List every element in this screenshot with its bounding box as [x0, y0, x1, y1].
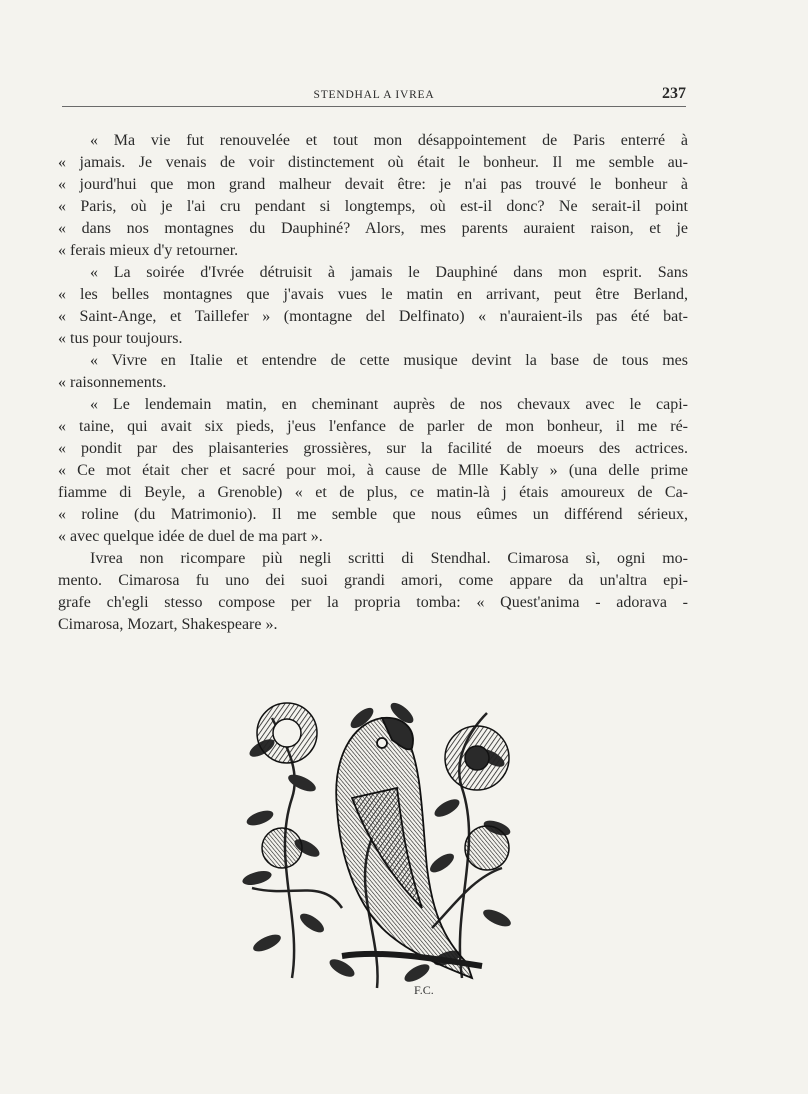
text-line: « jamais. Je venais de voir distinctement où était le bonheur. Il me semble au- [58, 154, 688, 171]
running-head: STENDHAL A IVREA [313, 89, 435, 101]
text-line: « tus pour toujours. [58, 330, 183, 347]
text-line: « pondit par des plaisanteries grossières, sur la facilité de moeurs des actrices. [58, 440, 688, 457]
text-line: « dans nos montagnes du Dauphiné? Alors, mes parents auraient raison, et je [58, 220, 688, 237]
text-line: « raisonnements. [58, 374, 167, 391]
text-line: « roline (du Matrimonio). Il me semble que nous eûmes un différend sérieux, [58, 506, 688, 523]
text-line: « Paris, où je l'ai cru pendant si longtemps, où est-il donc? Ne serait-il point [58, 198, 688, 215]
text-line: grafe ch'egli stesso compose per la propria tomba: « Quest'anima - adorava - [58, 594, 688, 611]
text-line: « avec quelque idée de duel de ma part ». [58, 528, 323, 545]
text-line: « les belles montagnes que j'avais vues le matin en arrivant, peut être Berland, [58, 286, 688, 303]
page-header [62, 86, 686, 107]
parrot-woodcut-icon [232, 688, 522, 998]
text-line: « La soirée d'Ivrée détruisit à jamais le Dauphiné dans mon esprit. Sans [90, 264, 688, 281]
text-line: « ferais mieux d'y retourner. [58, 242, 239, 259]
text-line: « Vivre en Italie et entendre de cette musique devint la base de tous mes [90, 352, 688, 369]
text-line: Cimarosa, Mozart, Shakespeare ». [58, 616, 278, 633]
body-text [58, 130, 688, 636]
text-line: « jourd'hui que mon grand malheur devait être: je n'ai pas trouvé le bonheur à [58, 176, 688, 193]
text-line: « taine, qui avait six pieds, j'eus l'enfance de parler de mon bonheur, il me ré- [58, 418, 688, 435]
text-line: « Le lendemain matin, en cheminant auprès de nos chevaux avec le capi- [90, 396, 688, 413]
text-line: fiamme di Beyle, a Grenoble) « et de plus, ce matin-là j étais amoureux de Ca- [58, 484, 688, 501]
woodcut-signature: F.C. [414, 983, 434, 997]
text-line: « Ce mot était cher et sacré pour moi, à cause de Mlle Kably » (una delle prime [58, 462, 688, 479]
page-number: 237 [662, 85, 686, 102]
text-line: « Saint-Ange, et Taillefer » (montagne del Delfinato) « n'auraient-ils pas été bat- [58, 308, 688, 325]
text-line: « Ma vie fut renouvelée et tout mon désappointement de Paris enterré à [90, 132, 688, 149]
text-line: Ivrea non ricompare più negli scritti di Stendhal. Cimarosa sì, ogni mo- [90, 550, 688, 567]
text-line: mento. Cimarosa fu uno dei suoi grandi amori, come appare da un'altra epi- [58, 572, 688, 589]
